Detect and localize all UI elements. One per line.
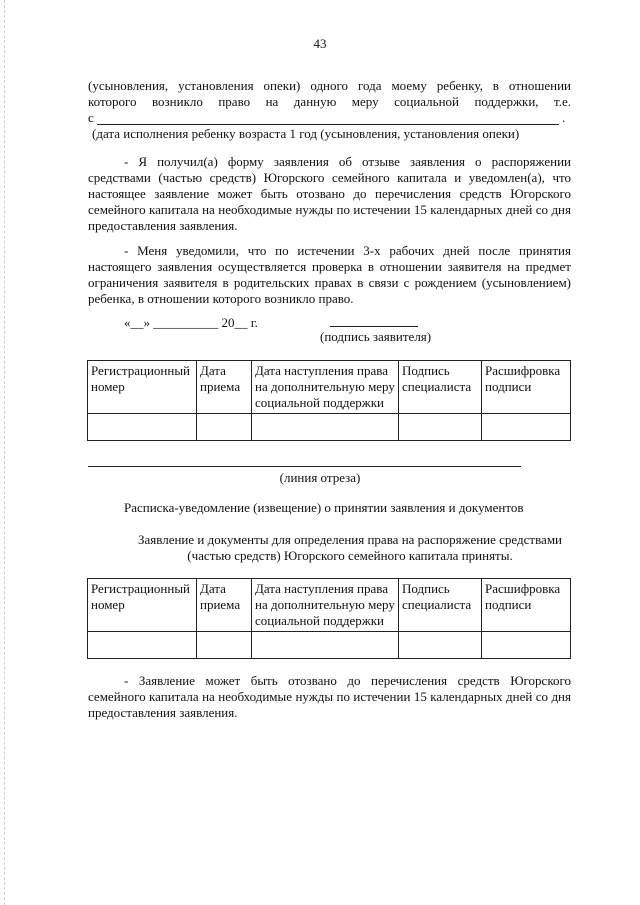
paragraph-1-dot: .	[562, 110, 566, 125]
scan-edge	[4, 0, 6, 905]
paragraph-check-notice: - Меня уведомили, что по истечении 3-х рабочих дней после принятия настоящего заявления осуществляется проверка в отношении заявителя на предмет ограничения заявителя в родительских правах в связи с рождением (усыновлением) ребенка, в отношении которого возникло право.	[88, 243, 571, 306]
registration-table-2	[87, 578, 571, 659]
date-fill-caption: (дата исполнения ребенку возраста 1 год (усыновления, установления опеки)	[92, 126, 520, 141]
header-specialist-signature: Подпись специалиста	[399, 579, 482, 632]
header-registration-number: Регистрационный номер	[88, 579, 197, 632]
signature-caption: (подпись заявителя)	[320, 329, 432, 344]
paragraph-form-received: - Я получил(а) форму заявления об отзыве заявления о распоряжении средствами (частью средств) Югорского семейного капитала и уведомлен(а), что настоящее заявление может быть отозвано до перечисления средств Югорского семейного капитала на необходимые нужды по истечении 15 календарных дней со дня предоставления заявления.	[88, 154, 571, 233]
signature-line	[330, 326, 418, 327]
page-number: 43	[313, 36, 327, 51]
paragraph-1-line-1: (усыновления, установления опеки) одного года моему ребенку, в отношении	[88, 78, 571, 93]
cell-registration-number	[88, 632, 197, 659]
cut-line	[88, 466, 521, 467]
table-row	[88, 414, 571, 441]
header-date-received: Дата приема	[197, 579, 252, 632]
cell-date-received	[197, 632, 252, 659]
receipt-title: Расписка-уведомление (извещение) о принятии заявления и документов	[124, 500, 524, 515]
cell-registration-number	[88, 414, 197, 441]
cell-specialist-signature	[399, 632, 482, 659]
header-right-date: Дата наступления права на дополнительную меру социальной поддержки	[252, 361, 399, 414]
paragraph-1-from-label: с	[88, 110, 94, 125]
paragraph-1-line-2: которого возникло право на данную меру социальной поддержки, т.е.	[88, 94, 571, 109]
header-signature-transcript: Расшифровка подписи	[482, 579, 571, 632]
cell-right-date	[252, 632, 399, 659]
header-signature-transcript: Расшифровка подписи	[482, 361, 571, 414]
date-line: «__» __________ 20__ г.	[124, 315, 258, 330]
cell-signature-transcript	[482, 414, 571, 441]
date-fill-line	[97, 124, 559, 125]
cell-right-date	[252, 414, 399, 441]
receipt-text: Заявление и документы для определения права на распоряжение средствами (частью средств) Югорского семейного капитала приняты.	[137, 532, 563, 563]
header-registration-number: Регистрационный номер	[88, 361, 197, 414]
header-date-received: Дата приема	[197, 361, 252, 414]
cut-line-caption: (линия отреза)	[279, 470, 361, 485]
registration-table-1	[87, 360, 571, 441]
cell-specialist-signature	[399, 414, 482, 441]
cell-date-received	[197, 414, 252, 441]
paragraph-withdrawal-notice: - Заявление может быть отозвано до перечисления средств Югорского семейного капитала на необходимые нужды по истечении 15 календарных дней со дня предоставления заявления.	[88, 673, 571, 720]
header-specialist-signature: Подпись специалиста	[399, 361, 482, 414]
cell-signature-transcript	[482, 632, 571, 659]
table-row	[88, 632, 571, 659]
header-right-date: Дата наступления права на дополнительную меру социальной поддержки	[252, 579, 399, 632]
